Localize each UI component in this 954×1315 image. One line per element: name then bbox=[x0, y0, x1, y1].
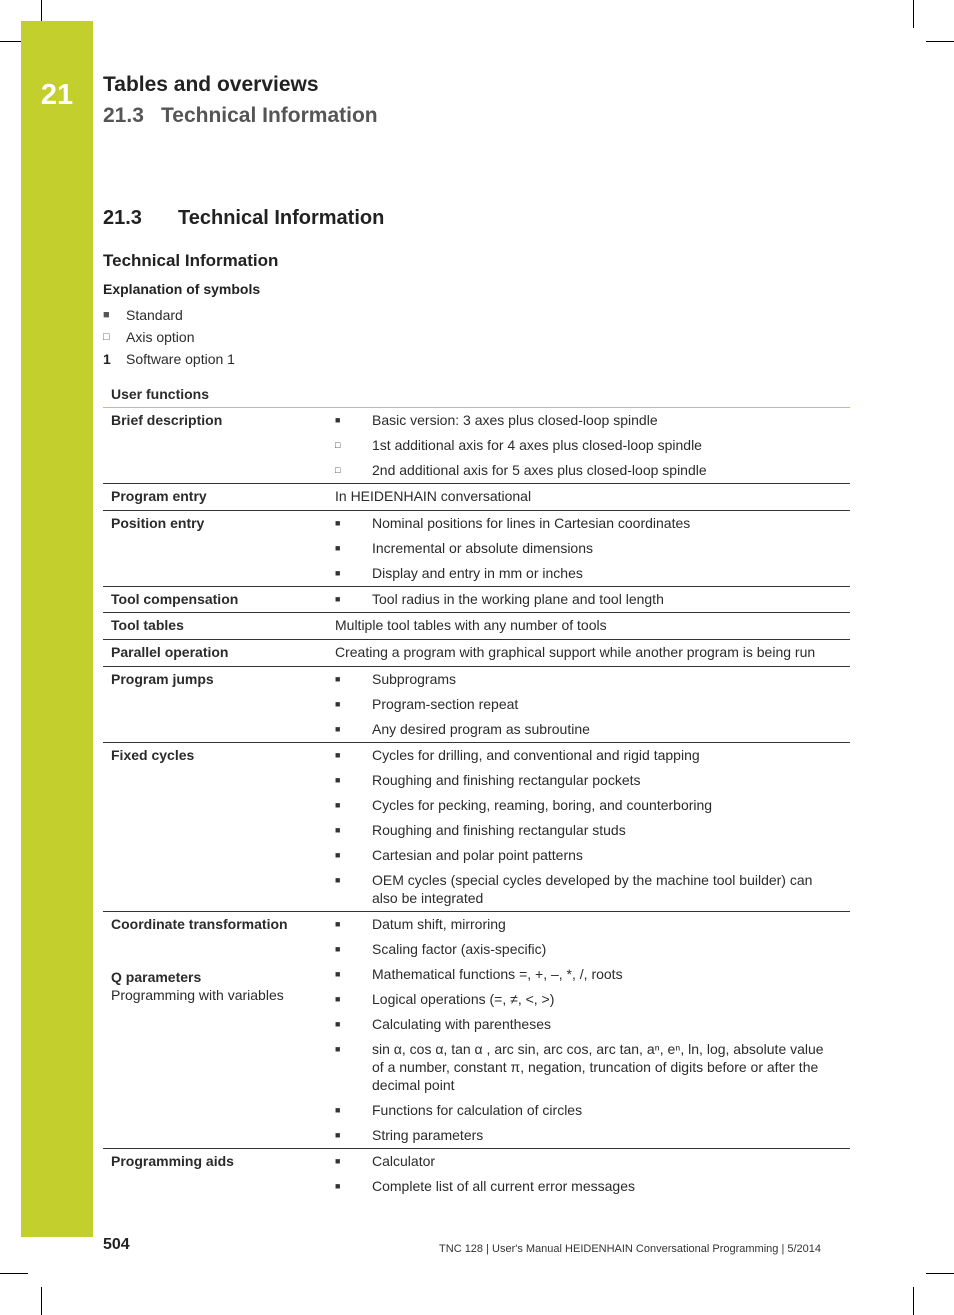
list-item-text: Any desired program as subroutine bbox=[372, 721, 590, 737]
row-content-cell bbox=[327, 484, 850, 510]
user-functions-table bbox=[103, 382, 850, 1199]
list-item-text: Datum shift, mirroring bbox=[372, 916, 506, 932]
row-label: Parallel operation bbox=[111, 644, 229, 660]
list-item bbox=[335, 937, 850, 962]
section-title: Technical Information bbox=[178, 207, 385, 229]
filled-square-icon: ■ bbox=[335, 825, 341, 835]
feature-list bbox=[335, 408, 850, 483]
list-item-text: Logical operations (=, ≠, <, >) bbox=[372, 991, 555, 1007]
filled-square-icon: ■ bbox=[335, 850, 341, 860]
row-content-cell bbox=[327, 640, 850, 666]
list-item bbox=[335, 912, 850, 937]
row-label-cell bbox=[103, 1149, 327, 1199]
chapter-tab bbox=[21, 21, 93, 1237]
list-item-text: Calculator bbox=[372, 1153, 436, 1169]
hollow-square-icon: □ bbox=[335, 465, 341, 475]
section-heading bbox=[103, 205, 384, 231]
chapter-number: 21 bbox=[40, 79, 74, 111]
row-text: Multiple tool tables with any number of tools bbox=[335, 617, 607, 633]
page-number: 504 bbox=[103, 1236, 130, 1253]
list-item-text: String parameters bbox=[372, 1127, 484, 1143]
table-row bbox=[103, 640, 850, 667]
crop-mark bbox=[41, 0, 42, 21]
list-item bbox=[335, 1098, 850, 1123]
list-item-text: Tool radius in the working plane and tool length bbox=[372, 591, 664, 607]
filled-square-icon: ■ bbox=[335, 568, 341, 578]
table-body bbox=[103, 408, 850, 1199]
list-item bbox=[335, 843, 850, 868]
table-row bbox=[103, 408, 850, 484]
row-content-cell bbox=[327, 587, 850, 612]
list-item-text: Cycles for pecking, reaming, boring, and counterboring bbox=[372, 797, 713, 813]
crop-mark bbox=[0, 41, 21, 42]
row-label: Coordinate transformation bbox=[111, 916, 288, 932]
list-item bbox=[335, 587, 850, 612]
filled-square-icon: ■ bbox=[335, 1181, 341, 1191]
row-content-cell bbox=[327, 667, 850, 742]
list-item-text: sin α, cos α, tan α , arc sin, arc cos, arc tan, aⁿ, eⁿ, ln, log, absolute value of a number, constant π, negation, truncation of digits before or after the decimal point bbox=[372, 1041, 824, 1093]
legend-item bbox=[103, 326, 235, 348]
table-row bbox=[103, 613, 850, 640]
list-item bbox=[335, 793, 850, 818]
filled-square-icon: ■ bbox=[335, 944, 341, 954]
list-item-text: Basic version: 3 axes plus closed-loop spindle bbox=[372, 412, 658, 428]
list-item bbox=[335, 768, 850, 793]
list-item bbox=[335, 433, 850, 458]
legend-label: Standard bbox=[126, 307, 183, 323]
filled-square-icon: ■ bbox=[335, 724, 341, 734]
row-label: Fixed cycles bbox=[111, 747, 195, 763]
row-content-cell bbox=[327, 511, 850, 586]
table-row bbox=[103, 511, 850, 587]
filled-square-icon: ■ bbox=[103, 309, 110, 321]
crop-mark bbox=[913, 0, 914, 28]
list-item bbox=[335, 458, 850, 483]
feature-list bbox=[335, 912, 850, 1148]
row-label-cell bbox=[103, 613, 327, 639]
row-label: Position entry bbox=[111, 515, 205, 531]
row-label: Programming aids bbox=[111, 1153, 234, 1169]
filled-square-icon: ■ bbox=[335, 919, 341, 929]
list-item-text: Mathematical functions =, +, –, *, /, roots bbox=[372, 966, 623, 982]
filled-square-icon: ■ bbox=[335, 800, 341, 810]
list-item bbox=[335, 692, 850, 717]
list-item-text: Subprograms bbox=[372, 671, 457, 687]
hollow-square-icon: □ bbox=[103, 331, 110, 343]
list-item bbox=[335, 717, 850, 742]
running-header-section bbox=[103, 103, 378, 129]
list-item bbox=[335, 743, 850, 768]
crop-mark bbox=[41, 1287, 42, 1315]
software-option-symbol: 1 bbox=[103, 351, 111, 367]
crop-mark bbox=[926, 41, 954, 42]
row-label-cell bbox=[103, 408, 327, 483]
row-label-cell bbox=[103, 743, 327, 911]
row-label-secondary: Q parameters bbox=[111, 969, 202, 985]
list-item bbox=[335, 667, 850, 692]
feature-list bbox=[335, 743, 850, 911]
filled-square-icon: ■ bbox=[335, 699, 341, 709]
list-item bbox=[335, 818, 850, 843]
filled-square-icon: ■ bbox=[335, 594, 341, 604]
list-item bbox=[335, 1149, 850, 1174]
filled-square-icon: ■ bbox=[335, 1019, 341, 1029]
legend-item bbox=[103, 304, 235, 326]
filled-square-icon: ■ bbox=[335, 415, 341, 425]
list-item-text: Display and entry in mm or inches bbox=[372, 565, 583, 581]
filled-square-icon: ■ bbox=[335, 543, 341, 553]
legend-item bbox=[103, 348, 235, 370]
running-header-section-number: 21.3 bbox=[103, 104, 144, 127]
row-label: Program jumps bbox=[111, 671, 214, 687]
row-label: Program entry bbox=[111, 488, 207, 504]
crop-mark bbox=[913, 1287, 914, 1315]
row-label: Tool compensation bbox=[111, 591, 239, 607]
table-row bbox=[103, 1149, 850, 1199]
list-item bbox=[335, 561, 850, 586]
list-item bbox=[335, 536, 850, 561]
filled-square-icon: ■ bbox=[335, 1105, 341, 1115]
crop-mark bbox=[926, 1273, 954, 1274]
filled-square-icon: ■ bbox=[335, 518, 341, 528]
feature-list bbox=[335, 511, 850, 586]
symbols-legend bbox=[103, 304, 235, 370]
row-label-cell bbox=[103, 640, 327, 666]
filled-square-icon: ■ bbox=[335, 1044, 341, 1054]
list-item bbox=[335, 511, 850, 536]
hollow-square-icon: □ bbox=[335, 440, 341, 450]
list-item bbox=[335, 1012, 850, 1037]
list-item-text: Cartesian and polar point patterns bbox=[372, 847, 583, 863]
row-label-cell bbox=[103, 484, 327, 510]
crop-mark bbox=[0, 1273, 28, 1274]
list-item bbox=[335, 1123, 850, 1148]
list-item-text: Roughing and finishing rectangular studs bbox=[372, 822, 626, 838]
row-content-cell bbox=[327, 1149, 850, 1199]
filled-square-icon: ■ bbox=[335, 750, 341, 760]
running-header-title: Tables and overviews bbox=[103, 73, 319, 96]
list-item bbox=[335, 1174, 850, 1199]
list-item-text: 2nd additional axis for 5 axes plus closed-loop spindle bbox=[372, 462, 707, 478]
feature-list bbox=[335, 667, 850, 742]
list-item bbox=[335, 868, 850, 911]
filled-square-icon: ■ bbox=[335, 1130, 341, 1140]
filled-square-icon: ■ bbox=[335, 875, 341, 885]
filled-square-icon: ■ bbox=[335, 674, 341, 684]
row-label-cell bbox=[103, 912, 327, 1148]
filled-square-icon: ■ bbox=[335, 1156, 341, 1166]
list-item-text: Complete list of all current error messages bbox=[372, 1178, 635, 1194]
list-item bbox=[335, 962, 850, 987]
list-item-text: Roughing and finishing rectangular pockets bbox=[372, 772, 641, 788]
row-text: In HEIDENHAIN conversational bbox=[335, 488, 532, 504]
list-item-text: Nominal positions for lines in Cartesian coordinates bbox=[372, 515, 691, 531]
row-sublabel: Programming with variables bbox=[111, 987, 284, 1003]
list-item-text: Functions for calculation of circles bbox=[372, 1102, 583, 1118]
list-item-text: Calculating with parentheses bbox=[372, 1016, 551, 1032]
table-row bbox=[103, 484, 850, 511]
row-content-cell bbox=[327, 408, 850, 483]
list-item bbox=[335, 987, 850, 1012]
list-item-text: Program-section repeat bbox=[372, 696, 519, 712]
row-text: Creating a program with graphical support while another program is being run bbox=[335, 644, 816, 660]
row-label-cell bbox=[103, 667, 327, 742]
row-content-cell bbox=[327, 743, 850, 911]
list-item bbox=[335, 1037, 850, 1098]
feature-list bbox=[335, 587, 850, 612]
row-label: Tool tables bbox=[111, 617, 184, 633]
filled-square-icon: ■ bbox=[335, 969, 341, 979]
row-content-cell bbox=[327, 613, 850, 639]
list-item-text: OEM cycles (special cycles developed by the machine tool builder) can also be integrated bbox=[372, 872, 813, 906]
legend-label: Software option 1 bbox=[126, 351, 235, 367]
list-item bbox=[335, 408, 850, 433]
subheading: Technical Information bbox=[103, 251, 279, 270]
list-item-text: 1st additional axis for 4 axes plus closed-loop spindle bbox=[372, 437, 702, 453]
symbols-heading: Explanation of symbols bbox=[103, 281, 261, 297]
table-header: User functions bbox=[103, 382, 850, 408]
table-row bbox=[103, 743, 850, 912]
row-label-cell bbox=[103, 587, 327, 612]
feature-list bbox=[335, 1149, 850, 1199]
row-label: Brief description bbox=[111, 412, 223, 428]
list-item-text: Cycles for drilling, and conventional and rigid tapping bbox=[372, 747, 700, 763]
table-row bbox=[103, 912, 850, 1149]
row-label-cell bbox=[103, 511, 327, 586]
list-item-text: Scaling factor (axis-specific) bbox=[372, 941, 547, 957]
running-header-section-title: Technical Information bbox=[161, 104, 378, 127]
filled-square-icon: ■ bbox=[335, 775, 341, 785]
table-row bbox=[103, 667, 850, 743]
filled-square-icon: ■ bbox=[335, 994, 341, 1004]
row-content-cell bbox=[327, 912, 850, 1148]
list-item-text: Incremental or absolute dimensions bbox=[372, 540, 594, 556]
footer-text: TNC 128 | User's Manual HEIDENHAIN Conversational Programming | 5/2014 bbox=[439, 1243, 821, 1255]
legend-label: Axis option bbox=[126, 329, 195, 345]
section-number: 21.3 bbox=[103, 207, 142, 229]
table-row bbox=[103, 587, 850, 613]
